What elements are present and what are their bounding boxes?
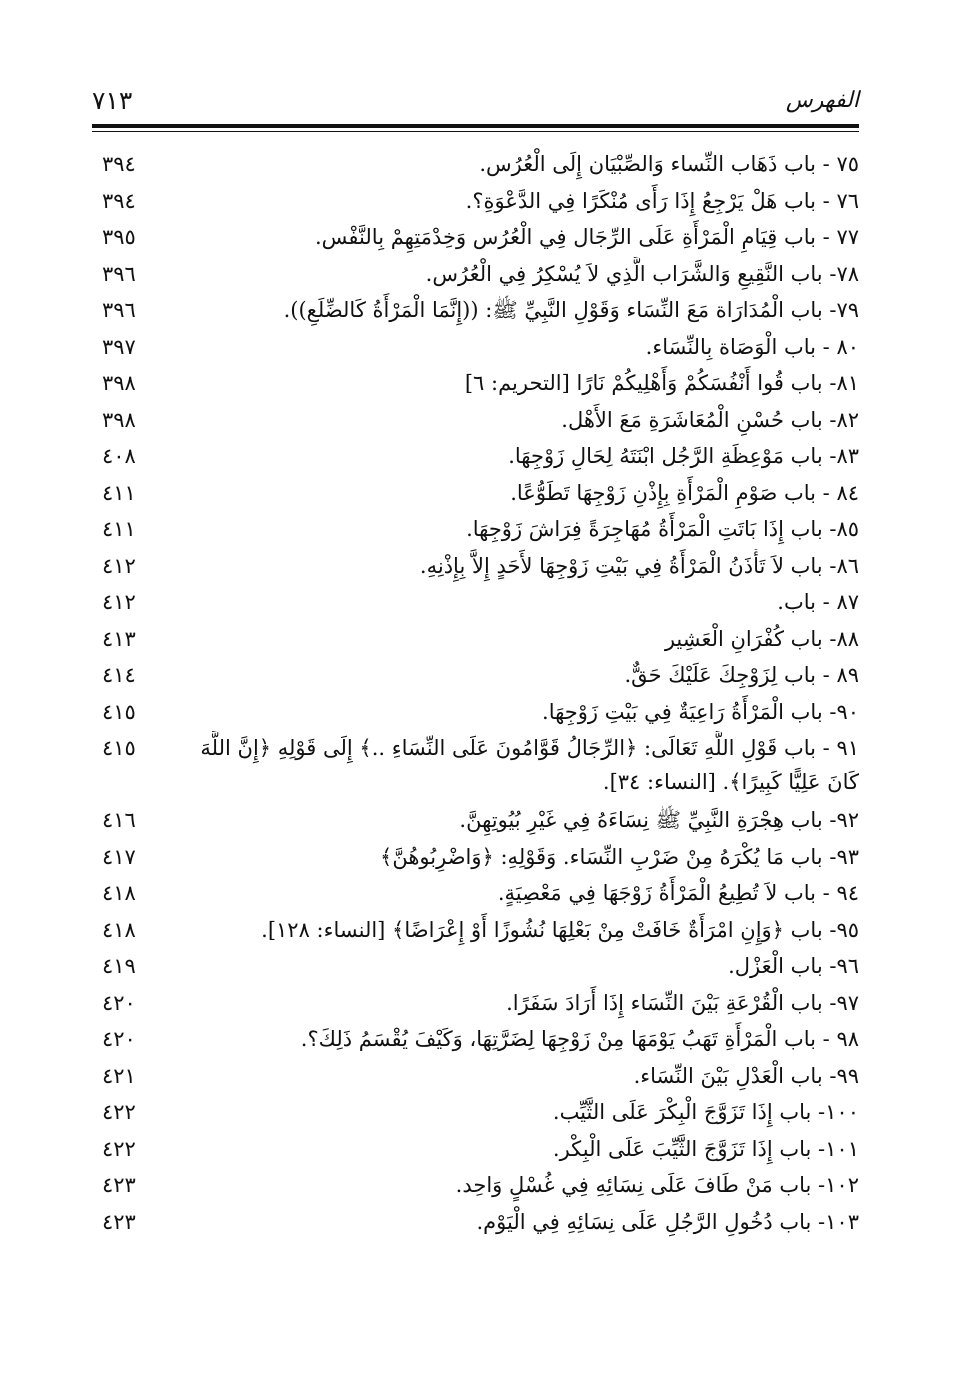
toc-entry-title: ٩٨ - باب الْمَرْأَةِ تَهَبُ يَوْمَهَا مِنْ زَوْجِهَا لِضَرَّتِهَا، وَكَيْفَ يُقْسَمُ ذَلِكَ؟. xyxy=(300,1027,859,1051)
toc-entry-title: ١٠٠- باب إِذَا تَزَوَّجَ الْبِكْرَ عَلَى الثَّيِّب. xyxy=(552,1100,859,1124)
toc-entry-title: ٩٥- باب ﴿وَإِنِ امْرَأَةٌ خَافَتْ مِنْ بَعْلِهَا نُشُوزًا أَوْ إِعْرَاضًا﴾ [النساء: ١٢٨]. xyxy=(261,917,859,942)
toc-entry xyxy=(92,1164,859,1201)
toc-entry xyxy=(92,945,859,982)
toc-entry-page-number: ٤١٩ xyxy=(102,954,136,978)
toc-entry-page-number: ٤١٥ xyxy=(102,736,136,760)
toc-entry xyxy=(92,508,859,545)
toc-entry-title: ١٠٢- باب مَنْ طَافَ عَلَى نِسَائِهِ فِي غُسْلٍ وَاحِد. xyxy=(455,1173,859,1197)
toc-entry-title: ٨٢- باب حُسْنِ الْمُعَاشَرَةِ مَعَ الأَهْل. xyxy=(561,407,859,432)
toc-entry-title: ٨١- باب قُوا أَنْفُسَكُمْ وَأَهْلِيكُمْ نَارًا [التحريم: ٦] xyxy=(464,371,859,395)
toc-entry xyxy=(92,654,859,691)
toc-entry-page-number: ٤١٢ xyxy=(102,553,136,578)
toc-entry-title: ٨٦- باب لاَ تَأْذَنُ الْمَرْأَةُ فِي بَيْتِ زَوْجِهَا لأَحَدٍ إِلاَّ بِإِذْنِهِ. xyxy=(419,553,859,578)
toc-entry-title: ٩٧- باب الْقُرْعَةِ بَيْنَ النِّسَاء إِذَا أَرَادَ سَفَرًا. xyxy=(506,990,859,1015)
toc-entry-page-number: ٤٢٠ xyxy=(102,1027,136,1051)
toc-entry-title: ٨٠ - باب الْوَصَاة بِالنِّسَاء. xyxy=(645,334,859,359)
toc-entry-title: ٧٨- باب النَّقِيعِ وَالشَّرَاب الَّذِي لاَ يُسْكِرُ فِي الْعُرُس. xyxy=(425,261,859,286)
toc-entry-page-number: ٤٢٢ xyxy=(102,1100,136,1124)
header-rule-thin xyxy=(92,131,859,132)
toc-entry-page-number: ٤٢٣ xyxy=(102,1209,136,1234)
toc-entry-title: ٧٦ - باب هَلْ يَرْجِعُ إِذَا رَأَى مُنْكَرًا فِي الدَّعْوَةِ؟. xyxy=(465,188,859,213)
toc-entry xyxy=(92,1128,859,1165)
toc-entry xyxy=(92,618,859,655)
toc-entry xyxy=(92,362,859,399)
toc-entry xyxy=(92,727,859,799)
toc-entry-title: ٩٦- باب الْعَزْل. xyxy=(728,954,859,978)
toc-entry xyxy=(92,216,859,253)
toc-entry-title: ٨٥- باب إِذَا بَاتَتِ الْمَرْأَةُ مُهَاجِرَةً فِرَاشَ زَوْجِهَا. xyxy=(466,517,859,541)
toc-entry xyxy=(92,472,859,509)
toc-entry-title: ٩٢- باب هِجْرَةِ النَّبِيِّ ﷺ نِسَاءَهُ فِي غَيْرِ بُيُوتِهِنَّ. xyxy=(459,808,859,832)
toc-entry-title: ٧٧ - باب قِيَامِ الْمَرْأَةِ عَلَى الرِّجَال فِي الْعُرُس وَخِدْمَتِهِمْ بِالنَّفْس. xyxy=(314,225,859,249)
toc-entry xyxy=(92,399,859,436)
toc-entry xyxy=(92,143,859,180)
toc-entry-title: ٩٣- باب مَا يُكْرَهُ مِنْ ضَرْبِ النِّسَاء. وَقَوْلِهِ: ﴿وَاضْرِبُوهُنَّ﴾ xyxy=(380,844,859,869)
toc-entry-title: ٨٣- باب مَوْعِظَةِ الرَّجُل ابْنَتَهُ لِحَالِ زَوْجِهَا. xyxy=(508,444,859,468)
toc-entry-page-number: ٣٩٤ xyxy=(102,188,136,213)
header-rule-thick xyxy=(92,124,859,128)
table-of-contents xyxy=(92,143,859,1237)
toc-entry-page-number: ٤٢٣ xyxy=(102,1173,136,1197)
toc-entry xyxy=(92,872,859,909)
toc-entry-title: ٩٩- باب الْعَدْلِ بَيْنَ النِّسَاء. xyxy=(633,1063,859,1088)
toc-entry-title: ١٠٣- باب دُخُولِ الرَّجُلِ عَلَى نِسَائِهِ فِي الْيَوْم. xyxy=(476,1209,859,1234)
toc-entry-page-number: ٣٩٧ xyxy=(102,334,136,359)
toc-entry xyxy=(92,1018,859,1055)
toc-entry-page-number: ٣٩٦ xyxy=(102,261,136,286)
toc-entry-page-number: ٤١٥ xyxy=(102,699,136,724)
toc-entry xyxy=(92,326,859,363)
toc-entry-title: ٧٥ - باب ذَهَاب النِّساء وَالصِّبْيَان إِلَى الْعُرُس. xyxy=(479,152,859,176)
toc-entry xyxy=(92,1055,859,1092)
toc-entry xyxy=(92,289,859,326)
toc-entry-page-number: ٣٩٥ xyxy=(102,225,136,249)
toc-entry xyxy=(92,581,859,618)
toc-entry-page-number: ٤١٨ xyxy=(102,917,136,942)
toc-entry-page-number: ٤١٣ xyxy=(102,626,136,651)
header-title: الفهرس xyxy=(785,88,859,113)
toc-entry-page-number: ٣٩٨ xyxy=(102,407,136,432)
toc-entry-page-number: ٤٢٠ xyxy=(102,990,136,1015)
toc-entry-page-number: ٣٩٦ xyxy=(102,298,136,322)
toc-entry xyxy=(92,545,859,582)
toc-entry xyxy=(92,691,859,728)
toc-entry-title: ٨٧ - باب. xyxy=(777,590,859,614)
toc-entry xyxy=(92,180,859,217)
toc-entry xyxy=(92,1091,859,1128)
toc-entry-page-number: ٤٢١ xyxy=(102,1063,136,1088)
toc-entry-title: ٩٠- باب الْمَرْأَةُ رَاعِيَةٌ فِي بَيْتِ زَوْجِهَا. xyxy=(542,699,859,724)
toc-entry-title: ٨٨- باب كُفْرَانِ الْعَشِير xyxy=(664,626,859,651)
toc-entry-title: ٨٤ - باب صَوْمِ الْمَرْأَةِ بِإِذْنِ زَوْجِهَا تَطَوُّعًا. xyxy=(510,480,859,505)
toc-entry-title: ٩١ - باب قَوْلِ اللَّهِ تَعَالَى: ﴿الرِّجَالُ قَوَّامُونَ عَلَى النِّسَاءِ ..﴾ إِلَى قَوْلِهِ ﴿إِنَّ اللَّهَ كَانَ عَلِيًّا كَبِيرًا﴾. [النساء: ٣٤]. xyxy=(200,736,859,794)
toc-entry-page-number: ٤١٤ xyxy=(102,663,136,687)
toc-entry-page-number: ٤١٢ xyxy=(102,590,136,614)
toc-entry xyxy=(92,982,859,1019)
header-page-number: ٧١٣ xyxy=(92,86,133,115)
toc-entry xyxy=(92,253,859,290)
toc-entry-page-number: ٤١١ xyxy=(102,480,136,505)
toc-entry-page-number: ٣٩٨ xyxy=(102,371,136,395)
toc-entry-page-number: ٤١٧ xyxy=(102,844,136,869)
page-header xyxy=(92,84,859,124)
toc-entry xyxy=(92,836,859,873)
toc-entry-title: ٨٩ - باب لِزَوْجِكَ عَلَيْكَ حَقٌّ. xyxy=(624,663,859,687)
toc-entry xyxy=(92,799,859,836)
toc-entry-title: ٧٩- باب الْمُدَارَاة مَعَ النِّسَاء وَقَوْلِ النَّبِيِّ ﷺ: ((إِنَّمَا الْمَرْأَةُ كَالضِّلَعِ)). xyxy=(283,298,859,322)
toc-entry xyxy=(92,909,859,946)
toc-entry-title: ٩٤ - باب لاَ تُطِيعُ الْمَرْأَةُ زَوْجَهَا فِي مَعْصِيَةٍ. xyxy=(497,881,859,905)
toc-entry-page-number: ٤١١ xyxy=(102,517,136,541)
toc-entry-page-number: ٤١٦ xyxy=(102,808,136,832)
toc-entry-page-number: ٤١٨ xyxy=(102,881,136,905)
toc-entry-page-number: ٤٠٨ xyxy=(102,444,136,468)
toc-entry-page-number: ٤٢٢ xyxy=(102,1136,136,1161)
toc-entry-title: ١٠١- باب إِذَا تَزَوَّجَ الثَّيِّبَ عَلَى الْبِكْر. xyxy=(552,1136,859,1161)
toc-entry-page-number: ٣٩٤ xyxy=(102,152,136,176)
toc-entry xyxy=(92,435,859,472)
toc-entry xyxy=(92,1201,859,1238)
